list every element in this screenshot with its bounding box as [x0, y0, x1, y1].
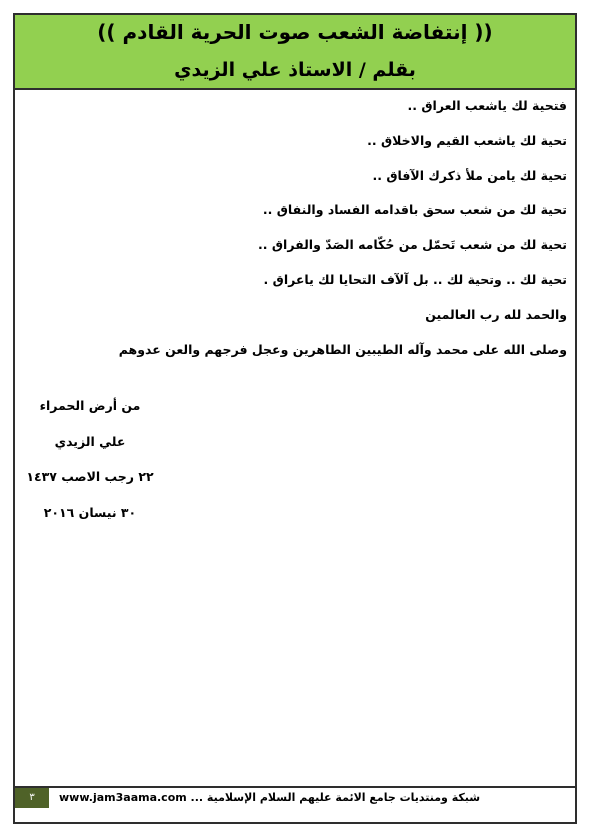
- signature-gregorian-date: ٣٠ نيسان ٢٠١٦: [43, 504, 137, 520]
- page-number: ٣: [15, 788, 49, 808]
- body-line: والحمد لله رب العالمين: [425, 306, 567, 322]
- body-line: تحية لك من شعب سحق باقدامه الفساد والنفاق ..: [262, 202, 567, 218]
- body-line: فتحية لك ياشعب العراق ..: [407, 98, 567, 113]
- body-line: تحية لك .. وتحية لك .. بل آلآف التحايا لك ياعراق .: [263, 271, 567, 287]
- body-line: تحية لك يامن ملأ ذكرك الآفاق ..: [372, 167, 567, 183]
- page-footer: [15, 786, 575, 808]
- signature-hijri-date: ٢٢ رجب الاصب ١٤٣٧: [26, 469, 154, 484]
- footer-website-link[interactable]: www.jam3aama.com ... شبكة ومنتديات جامع الائمة عليهم السلام الإسلامية: [59, 791, 481, 804]
- signature-name: علي الزيدي: [54, 433, 126, 449]
- body-line: وصلى الله على محمد وآله الطيبين الطاهرين وعجل فرجهم والعن عدوهم: [118, 341, 567, 357]
- article-title: (( إنتفاضة الشعب صوت الحرية القادم )): [97, 20, 493, 44]
- signature-block: [20, 398, 160, 540]
- signature-place: من أرض الحمراء: [39, 398, 141, 413]
- body-line: تحية لك من شعب تَحمّل من حُكّامه الصَدّ والفراق ..: [258, 237, 567, 253]
- article-author: بقلم / الاستاذ علي الزيدي: [174, 59, 416, 81]
- body-line: تحية لك ياشعب القيم والاخلاق ..: [367, 132, 567, 148]
- article-body: [37, 98, 567, 376]
- header-banner: [15, 15, 575, 90]
